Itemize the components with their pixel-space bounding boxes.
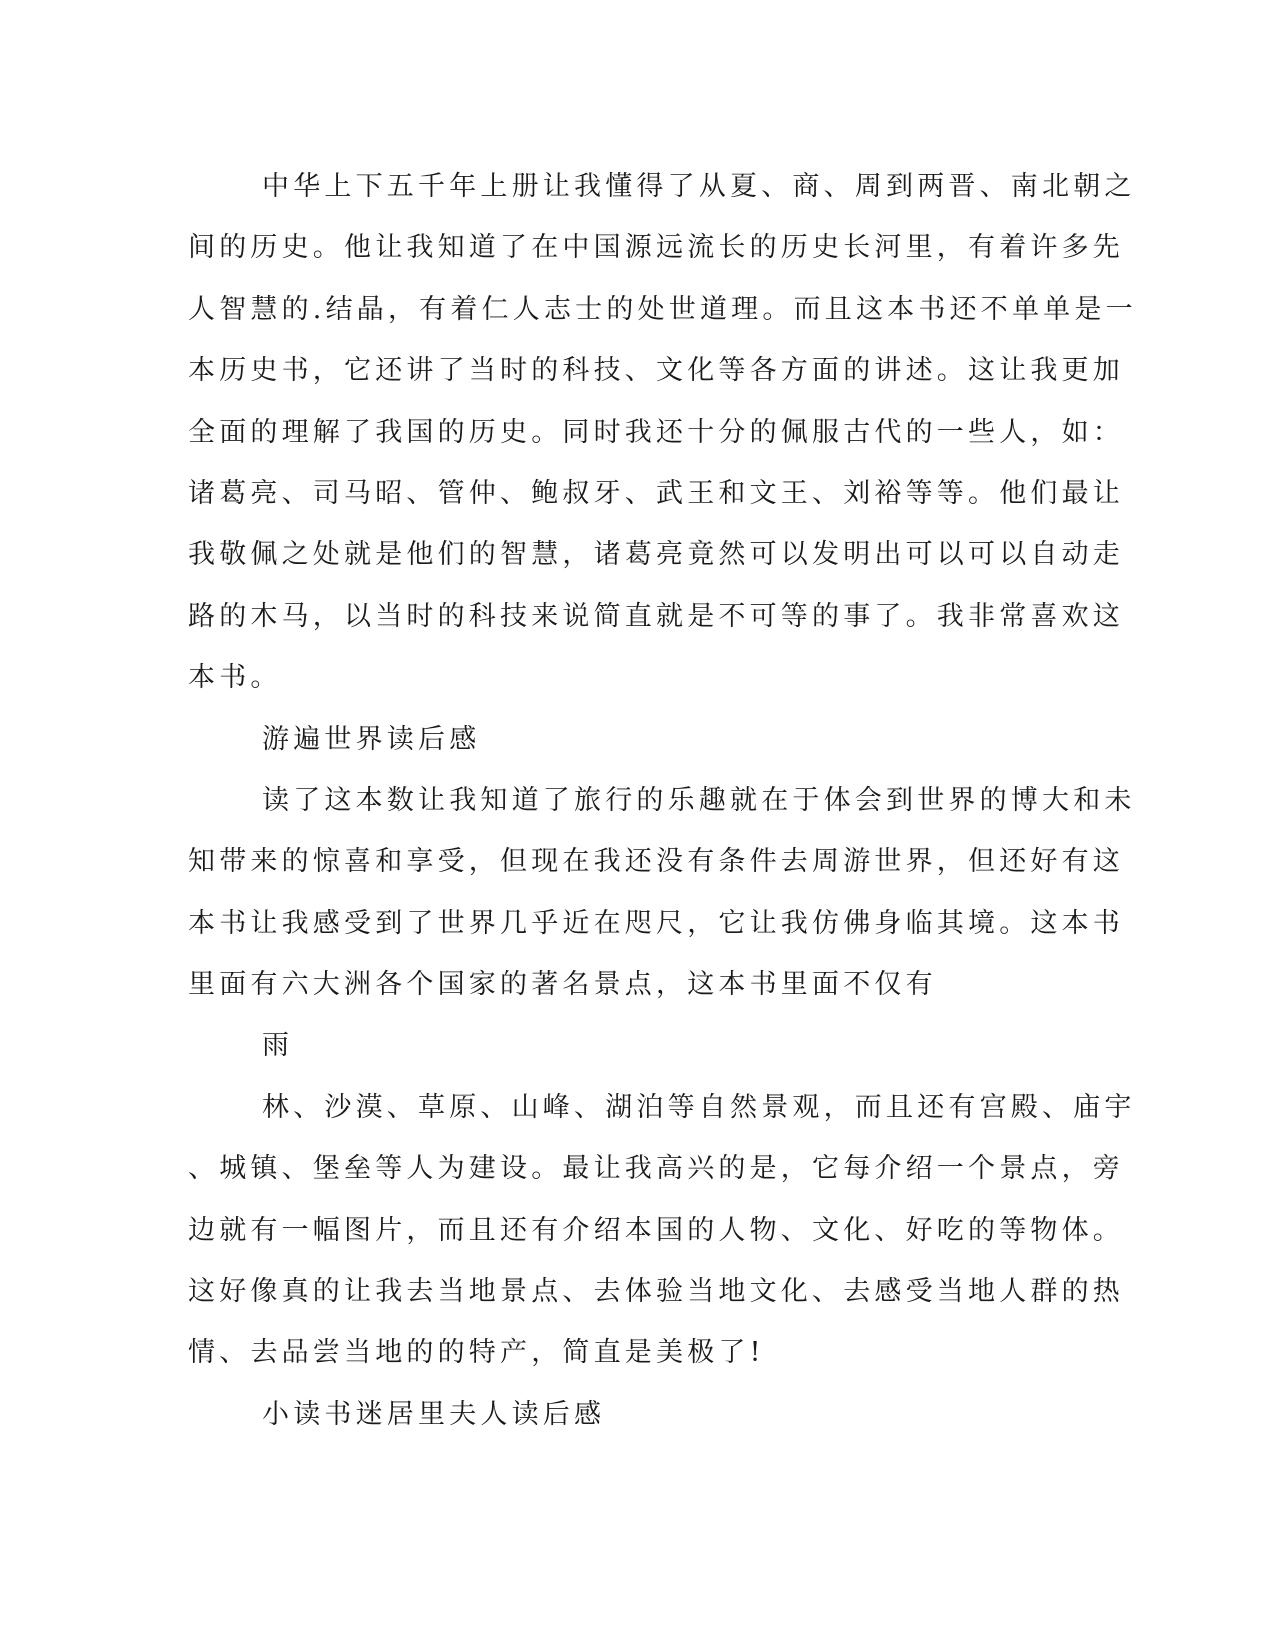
paragraph-line: 全面的理解了我国的历史。同时我还十分的佩服古代的一些人，如： <box>188 416 1124 448</box>
paragraph-line: 诸葛亮、司马昭、管仲、鲍叔牙、武王和文王、刘裕等等。他们最让 <box>188 477 1124 509</box>
section-heading: 游遍世界读后感 <box>262 723 481 755</box>
paragraph-line: 中华上下五千年上册让我懂得了从夏、商、周到两晋、南北朝之 <box>262 171 1136 202</box>
paragraph-line: 间的历史。他让我知道了在中国源远流长的历史长河里，有着许多先 <box>188 232 1124 264</box>
paragraph-line: 本书让我感受到了世界几乎近在咫尺，它让我仿佛身临其境。这本书 <box>188 907 1124 939</box>
paragraph-line: 边就有一幅图片，而且还有介绍本国的人物、文化、好吃的等物体。 <box>188 1214 1124 1246</box>
text-body <box>188 156 1137 1445</box>
paragraph-line: 本历史书，它还讲了当时的科技、文化等各方面的讲述。这让我更加 <box>188 355 1124 387</box>
paragraph-line: 知带来的惊喜和享受，但现在我还没有条件去周游世界，但还好有这 <box>188 846 1124 878</box>
paragraph-line: 读了这本数让我知道了旅行的乐趣就在于体会到世界的博大和未 <box>262 784 1136 816</box>
paragraph-line: 路的木马，以当时的科技来说简直就是不可等的事了。我非常喜欢这 <box>188 600 1124 632</box>
paragraph-line: 人智慧的.结晶，有着仁人志士的处世道理。而且这本书还不单单是一 <box>188 293 1137 325</box>
paragraph-line: 我敬佩之处就是他们的智慧，诸葛亮竟然可以发明出可以可以自动走 <box>188 539 1124 571</box>
paragraph-line: 这好像真的让我去当地景点、去体验当地文化、去感受当地人群的热 <box>188 1276 1124 1308</box>
section-heading: 小读书迷居里夫人读后感 <box>262 1398 606 1430</box>
paragraph-line: 情、去品尝当地的的特产，简直是美极了! <box>188 1337 765 1369</box>
paragraph-line: 里面有六大洲各个国家的著名景点，这本书里面不仅有 <box>188 969 937 1001</box>
paragraph-line: 、城镇、堡垒等人为建设。最让我高兴的是，它每介绍一个景点，旁 <box>188 1153 1124 1185</box>
paragraph-line: 本书。 <box>188 662 282 694</box>
paragraph-line: 林、沙漠、草原、山峰、湖泊等自然景观，而且还有宫殿、庙宇 <box>262 1091 1136 1123</box>
paragraph-line: 雨 <box>262 1030 294 1062</box>
